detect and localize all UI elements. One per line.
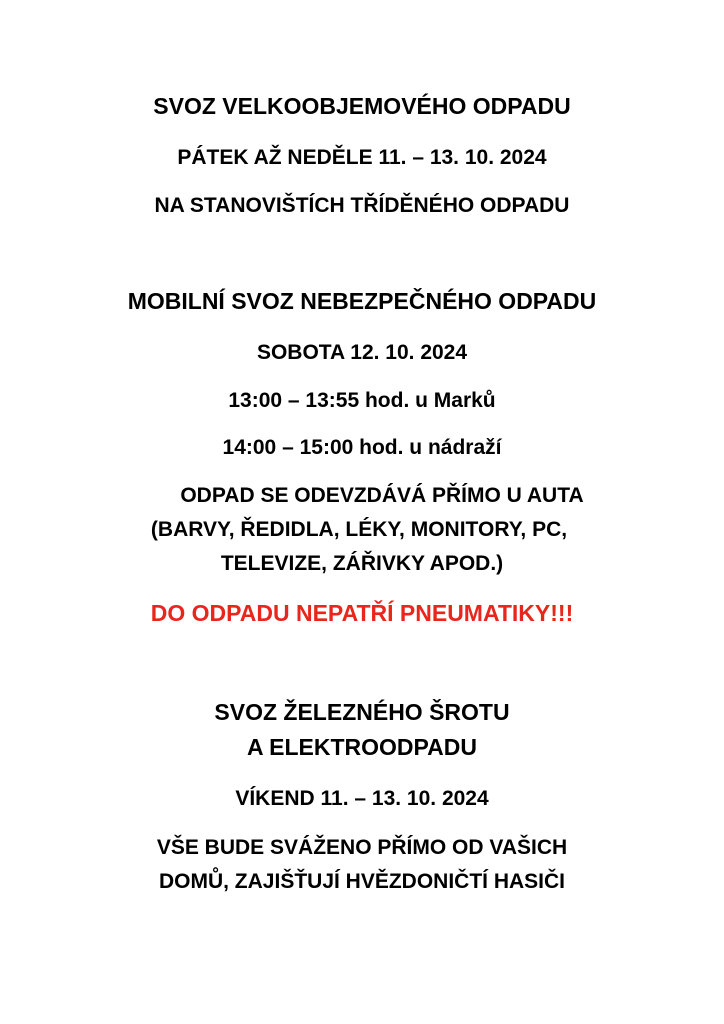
hazardous-waste-heading: MOBILNÍ SVOZ NEBEZPEČNÉHO ODPADU (127, 288, 597, 314)
hazardous-waste-time-1: 13:00 – 13:55 hod. u Marků (228, 389, 496, 412)
hazardous-waste-time-2: 14:00 – 15:00 hod. u nádraží (222, 436, 502, 459)
bulky-waste-date: PÁTEK AŽ NEDĚLE 11. – 13. 10. 2024 (177, 146, 547, 169)
hazardous-waste-instruction: ODPAD SE ODEVZDÁVÁ PŘÍMO U AUTA (180, 484, 584, 507)
bulky-waste-location: NA STANOVIŠTÍCH TŘÍDĚNÉHO ODPADU (154, 194, 570, 217)
scrap-metal-info-2: DOMŮ, ZAJIŠŤUJÍ HVĚZDONIČTÍ HASIČI (158, 870, 566, 893)
tires-warning: DO ODPADU NEPATŘÍ PNEUMATIKY!!! (150, 600, 574, 626)
scrap-metal-heading-2: A ELEKTROODPADU (247, 734, 477, 760)
scrap-metal-info-1: VŠE BUDE SVÁŽENO PŘÍMO OD VAŠICH (156, 836, 568, 859)
hazardous-waste-items-2: TELEVIZE, ZÁŘIVKY APOD.) (220, 552, 504, 575)
bulky-waste-heading: SVOZ VELKOOBJEMOVÉHO ODPADU (153, 93, 571, 119)
scrap-metal-heading: SVOZ ŽELEZNÉHO ŠROTU (214, 699, 510, 725)
scrap-metal-date: VÍKEND 11. – 13. 10. 2024 (235, 787, 489, 810)
hazardous-waste-items-1: (BARVY, ŘEDIDLA, LÉKY, MONITORY, PC, (150, 518, 568, 541)
hazardous-waste-date: SOBOTA 12. 10. 2024 (256, 341, 468, 364)
